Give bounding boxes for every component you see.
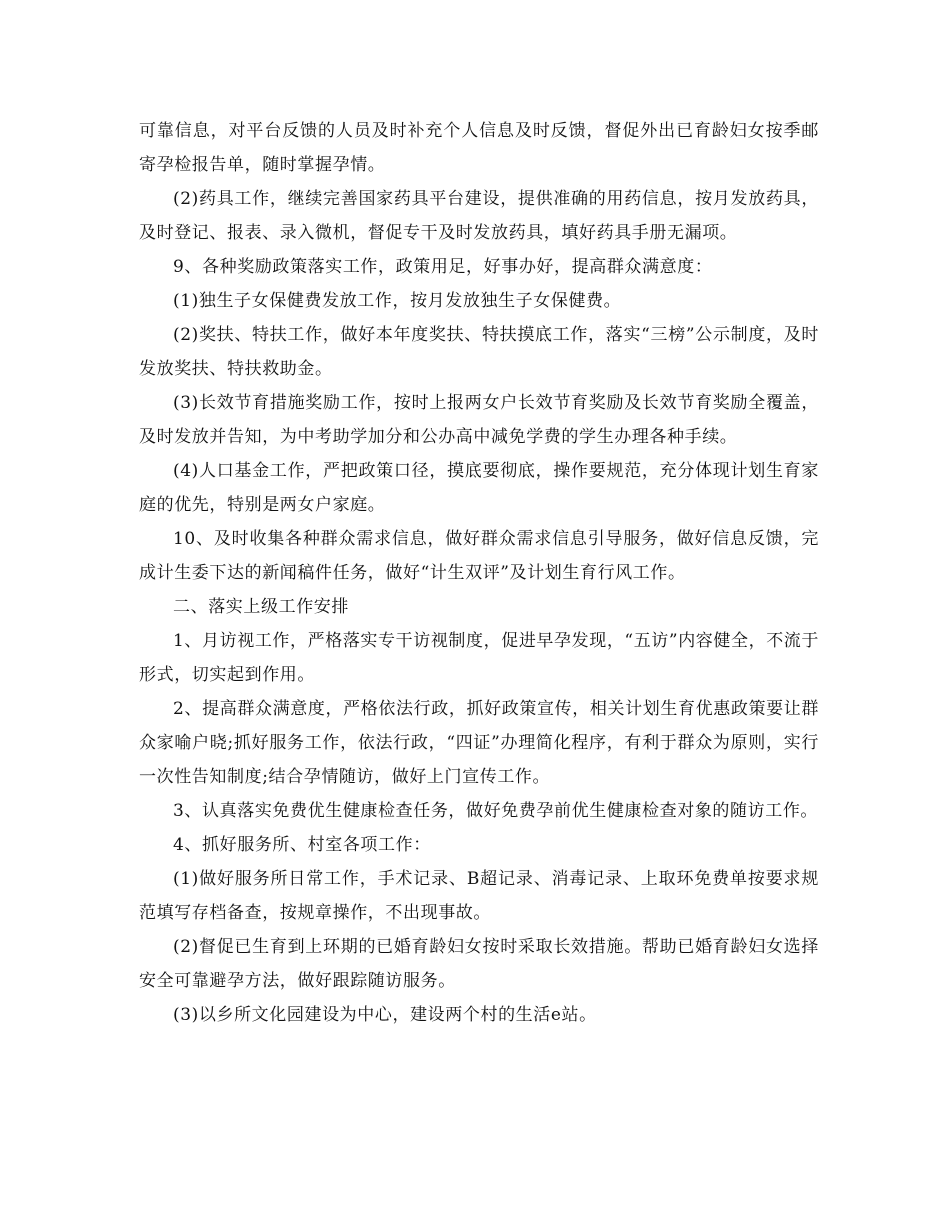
paragraph-support-work: (2)奖扶、特扶工作，做好本年度奖扶、特扶摸底工作，落实“三榜”公示制度，及时发放奖扶、特扶救助金。 xyxy=(139,325,819,379)
paragraph-long-term-measures: (3)长效节育措施奖励工作，按时上报两女户长效节育奖励及长效节育奖励全覆盖，及时发放并告知，为中考助学加分和公办高中减免学费的学生办理各种手续。 xyxy=(139,393,819,447)
paragraph-item-4: 4、抓好服务所、村室各项工作： xyxy=(173,835,431,855)
paragraph-health-checks: 3、认真落实免费优生健康检查任务，做好免费孕前优生健康检查对象的随访工作。 xyxy=(173,801,819,821)
document-body xyxy=(139,114,819,1032)
paragraph-e-station: (3)以乡所文化园建设为中心，建设两个村的生活e站。 xyxy=(173,1005,597,1025)
paragraph-service-daily: (1)做好服务所日常工作，手术记录、B超记录、消毒记录、上取环免费单按要求规范填写存档备查，按规章操作，不出现事故。 xyxy=(139,869,819,923)
paragraph-only-child-fee: (1)独生子女保健费发放工作，按月发放独生子女保健费。 xyxy=(173,291,622,311)
paragraph-satisfaction: 2、提高群众满意度，严格依法行政，抓好政策宣传，相关计划生育优惠政策要让群众家喻户晓;抓好服务工作，依法行政，“四证”办理简化程序，有利于群众为原则，实行一次性告知制度;结合孕情随访，做好上门宣传工作。 xyxy=(139,699,819,787)
paragraph-monthly-visits: 1、月访视工作，严格落实专干访视制度，促进早孕发现，“五访”内容健全，不流于形式，切实起到作用。 xyxy=(139,631,819,685)
paragraph-item-10: 10、及时收集各种群众需求信息，做好群众需求信息引导服务，做好信息反馈，完成计生委下达的新闻稿件任务，做好“计生双评”及计划生育行风工作。 xyxy=(139,529,819,583)
section-heading-2: 二、落实上级工作安排 xyxy=(173,597,349,617)
paragraph-drug-supplies: (2)药具工作，继续完善国家药具平台建设，提供准确的用药信息，按月发放药具，及时登记、报表、录入微机，督促专干及时发放药具，填好药具手册无漏项。 xyxy=(139,189,819,243)
paragraph-item-9: 9、各种奖励政策落实工作，政策用足，好事办好，提高群众满意度： xyxy=(173,257,713,277)
paragraph-continuation: 可靠信息，对平台反馈的人员及时补充个人信息及时反馈，督促外出已育龄妇女按季邮寄孕检报告单，随时掌握孕情。 xyxy=(139,121,819,175)
paragraph-population-fund: (4)人口基金工作，严把政策口径，摸底要彻底，操作要规范，充分体现计划生育家庭的优先，特别是两女户家庭。 xyxy=(139,461,819,515)
paragraph-contraception: (2)督促已生育到上环期的已婚育龄妇女按时采取长效措施。帮助已婚育龄妇女选择安全可靠避孕方法，做好跟踪随访服务。 xyxy=(139,937,819,991)
